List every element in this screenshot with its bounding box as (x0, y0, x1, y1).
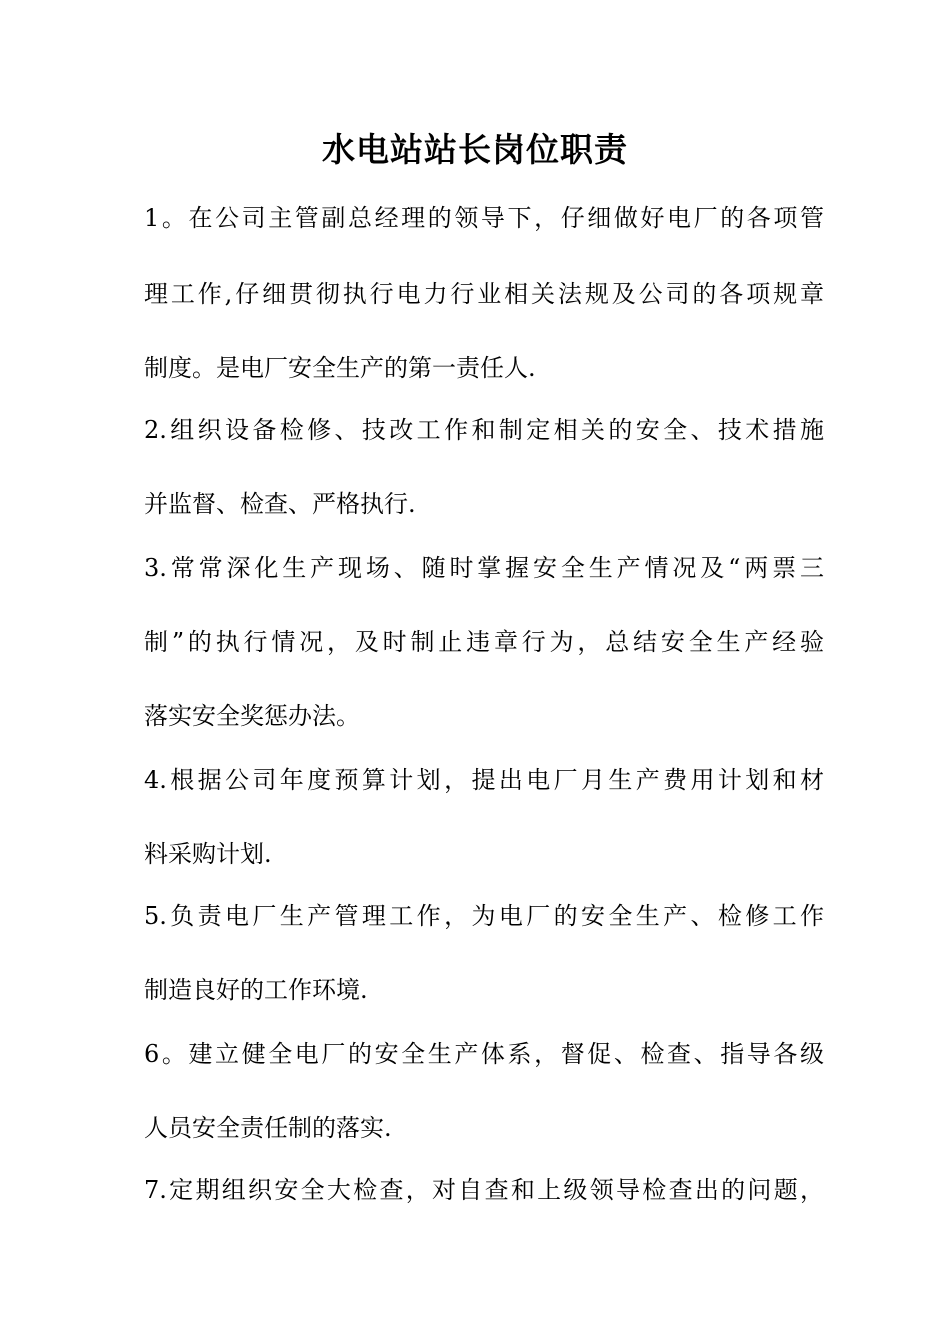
paragraph-3-line-1: 3.常常深化生产现场、随时掌握安全生产情况及“两票三 (144, 554, 824, 582)
paragraph-1-line-1: 1。在公司主管副总经理的领导下，仔细做好电厂的各项管 (144, 204, 824, 232)
paragraph-2-line-1: 2.组织设备检修、技改工作和制定相关的安全、技术措施 (144, 416, 824, 444)
paragraph-6-line-1: 6。建立健全电厂的安全生产体系，督促、检查、指导各级 (144, 1040, 824, 1068)
paragraph-4-line-1: 4.根据公司年度预算计划，提出电厂月生产费用计划和材 (144, 766, 824, 794)
paragraph-5-line-2: 制造良好的工作环境. (144, 976, 368, 1004)
paragraph-7-line-1: 7.定期组织安全大检查，对自查和上级领导检查出的问题， (144, 1176, 824, 1204)
paragraph-6-line-2: 人员安全责任制的落实. (144, 1114, 392, 1142)
page-title: 水电站站长岗位职责 (322, 130, 628, 169)
paragraph-1-line-2: 理工作,仔细贯彻执行电力行业相关法规及公司的各项规章 (144, 280, 824, 308)
paragraph-3-line-3: 落实安全奖惩办法。 (144, 702, 360, 730)
paragraph-1-line-3: 制度。是电厂安全生产的第一责任人. (144, 354, 536, 382)
paragraph-3-line-2: 制”的执行情况，及时制止违章行为，总结安全生产经验 (144, 628, 824, 656)
paragraph-4-line-2: 料采购计划. (144, 840, 272, 868)
paragraph-5-line-1: 5.负责电厂生产管理工作，为电厂的安全生产、检修工作 (144, 902, 824, 930)
paragraph-2-line-2: 并监督、检查、严格执行. (144, 490, 416, 518)
